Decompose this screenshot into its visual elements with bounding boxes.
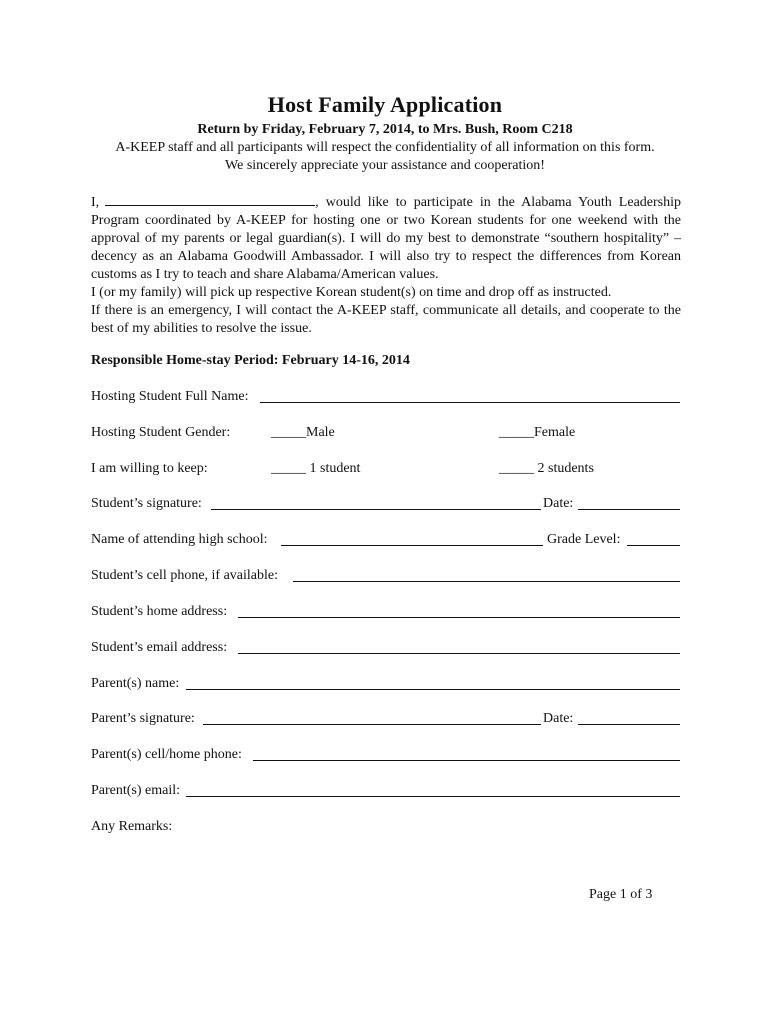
confidentiality-note: A-KEEP staff and all participants will respect the confidentiality of all information on this form. xyxy=(115,140,655,155)
parent-email-field[interactable] xyxy=(186,796,680,797)
grade-level-label: Grade Level: xyxy=(547,532,621,547)
gender-female-option[interactable]: _____Female xyxy=(499,425,576,440)
parent-date-field[interactable] xyxy=(578,724,680,725)
high-school-label: Name of attending high school: xyxy=(91,532,268,547)
return-instructions: Return by Friday, February 7, 2014, to Mrs. Bush, Room C218 xyxy=(197,122,573,137)
email-label: Student’s email address: xyxy=(91,640,228,655)
gender-male-option[interactable]: _____Male xyxy=(271,425,335,440)
parent-signature-field[interactable] xyxy=(203,724,541,725)
intro-body: , would like to participate in the Alabama Youth Leadership Program coordinated by A-KEEP for hosting one or two Korean students for one weekend with the approval of my parents or legal guardian(s). I will do my best to demonstrate “southern hospitality” – decency as an Alabama Goodwill Ambassador. I will also try to respect the differences from Korean customs as I try to teach and share Alabama/American values. xyxy=(91,195,681,282)
student-name-label: Hosting Student Full Name: xyxy=(91,389,249,404)
one-student-option[interactable]: _____ 1 student xyxy=(271,461,361,476)
grade-level-field[interactable] xyxy=(627,545,680,546)
pickup-statement: I (or my family) will pick up respective Korean student(s) on time and drop off as instructed. xyxy=(91,285,612,300)
page-number: Page 1 of 3 xyxy=(589,887,653,902)
page-title: Host Family Application xyxy=(267,92,503,117)
applicant-name-blank[interactable] xyxy=(105,192,315,206)
parent-phone-label: Parent(s) cell/home phone: xyxy=(91,747,242,762)
intro-statement xyxy=(91,192,681,284)
parent-phone-field[interactable] xyxy=(253,760,680,761)
parent-date-label: Date: xyxy=(543,711,574,726)
cell-phone-label: Student’s cell phone, if available: xyxy=(91,568,279,583)
email-field[interactable] xyxy=(238,653,680,654)
home-address-label: Student’s home address: xyxy=(91,604,228,619)
high-school-field[interactable] xyxy=(281,545,543,546)
cell-phone-field[interactable] xyxy=(293,581,680,582)
intro-start: I, xyxy=(91,195,100,210)
student-date-field[interactable] xyxy=(578,509,680,510)
parent-name-field[interactable] xyxy=(186,689,680,690)
homestay-period: Responsible Home-stay Period: February 14-16, 2014 xyxy=(91,353,410,368)
parent-signature-label: Parent’s signature: xyxy=(91,711,195,726)
intro-paragraph xyxy=(91,192,681,338)
two-students-option[interactable]: _____ 2 students xyxy=(499,461,594,476)
student-signature-label: Student’s signature: xyxy=(91,496,202,511)
student-signature-field[interactable] xyxy=(211,509,541,510)
student-date-label: Date: xyxy=(543,496,574,511)
parent-name-label: Parent(s) name: xyxy=(91,676,180,691)
parent-email-label: Parent(s) email: xyxy=(91,783,181,798)
gender-label: Hosting Student Gender: xyxy=(91,425,231,440)
emergency-statement: If there is an emergency, I will contact the A-KEEP staff, communicate all details, and cooperate to the best of my abilities to resolve the issue. xyxy=(91,303,681,336)
remarks-label: Any Remarks: xyxy=(91,819,173,834)
appreciation-note: We sincerely appreciate your assistance and cooperation! xyxy=(225,158,545,173)
willing-label: I am willing to keep: xyxy=(91,461,208,476)
student-name-field[interactable] xyxy=(260,402,680,403)
home-address-field[interactable] xyxy=(238,617,680,618)
